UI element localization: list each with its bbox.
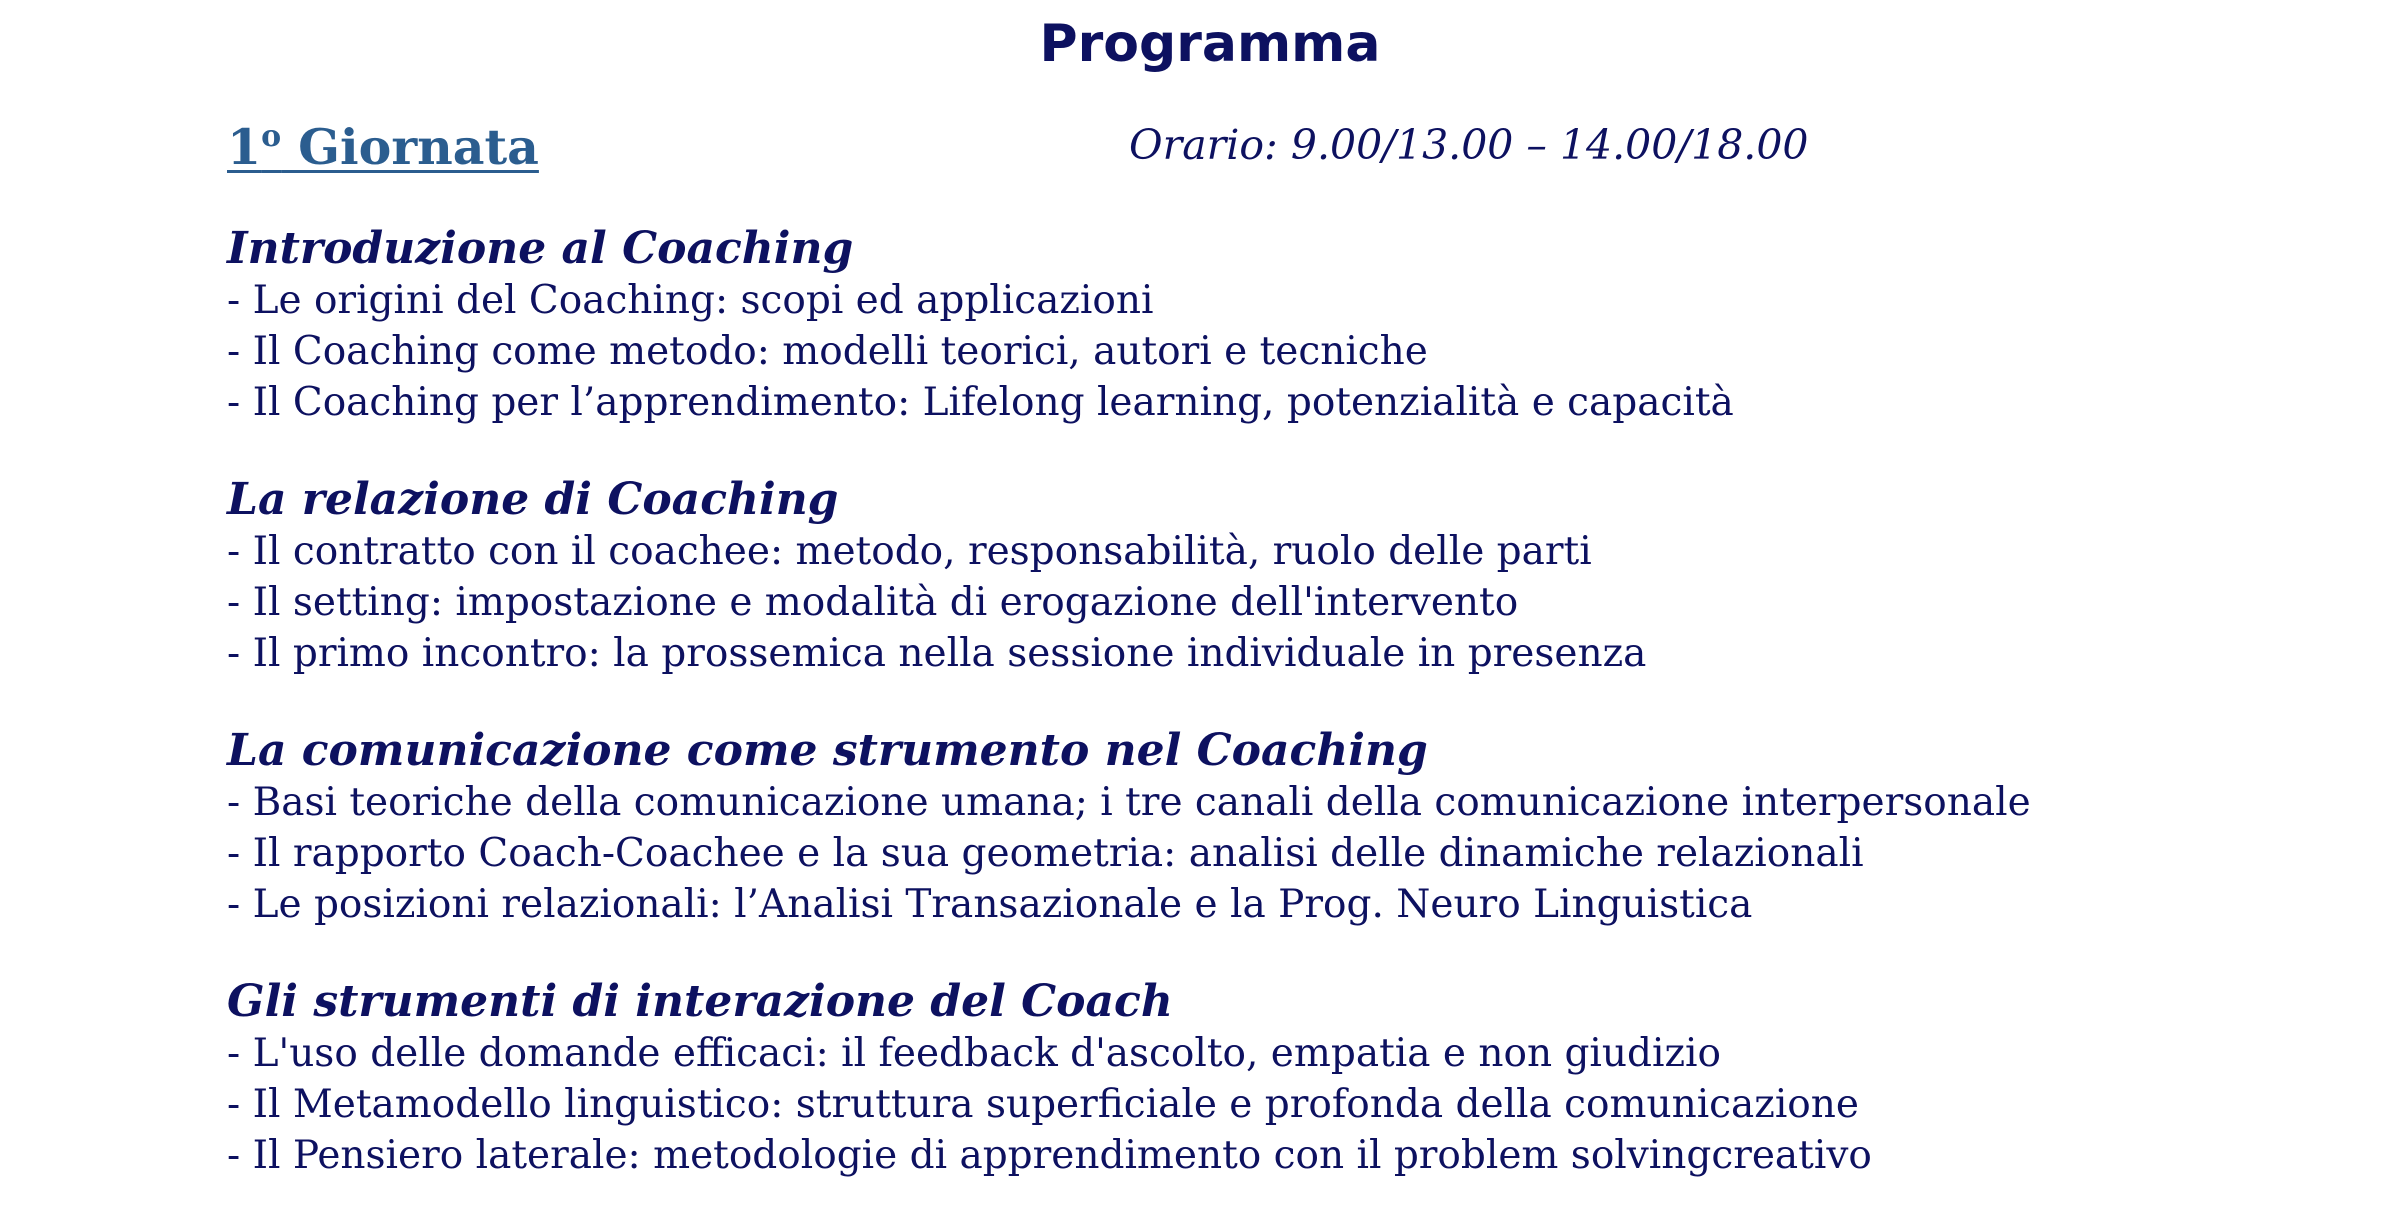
- list-item: - Il Pensiero laterale: metodologie di apprendimento con il problem solvingcreativo: [227, 1133, 1872, 1178]
- list-item: - Il primo incontro: la prossemica nella sessione individuale in presenza: [227, 631, 1647, 676]
- section-comunicazione: [227, 725, 2377, 930]
- list-item: - Il Coaching per l’apprendimento: Lifelong learning, potenzialità e capacità: [227, 380, 1734, 425]
- section-title: La relazione di Coaching: [227, 474, 839, 525]
- section-title: Introduzione al Coaching: [227, 223, 854, 274]
- day-label: [227, 118, 539, 176]
- day-header: [227, 118, 2327, 188]
- day-ordinal-sup: o: [261, 119, 282, 154]
- day-number: 1: [227, 118, 262, 176]
- list-item: - Il Coaching come metodo: modelli teorici, autori e tecniche: [227, 329, 1428, 374]
- list-item: - Il Metamodello linguistico: struttura superficiale e profonda della comunicazione: [227, 1082, 1859, 1127]
- day-text: Giornata: [281, 118, 539, 176]
- program-sections: [227, 223, 2377, 1227]
- section-relazione: [227, 474, 2377, 679]
- section-title: Gli strumenti di interazione del Coach: [227, 976, 1173, 1027]
- section-title: La comunicazione come strumento nel Coaching: [227, 725, 1428, 776]
- list-item: - Le posizioni relazionali: l’Analisi Transazionale e la Prog. Neuro Linguistica: [227, 882, 1753, 927]
- list-item: - Basi teoriche della comunicazione umana; i tre canali della comunicazione interpersonale: [227, 780, 2031, 825]
- schedule-hours: Orario: 9.00/13.00 – 14.00/18.00: [1129, 121, 1809, 169]
- section-introduzione: [227, 223, 2377, 428]
- page-title: Programma: [1039, 14, 1381, 74]
- list-item: - Il setting: impostazione e modalità di erogazione dell'intervento: [227, 580, 1519, 625]
- list-item: - Il contratto con il coachee: metodo, responsabilità, ruolo delle parti: [227, 529, 1592, 574]
- list-item: - Il rapporto Coach-Coachee e la sua geometria: analisi delle dinamiche relazionali: [227, 831, 1864, 876]
- list-item: - Le origini del Coaching: scopi ed applicazioni: [227, 278, 1154, 323]
- list-item: - L'uso delle domande efficaci: il feedback d'ascolto, empatia e non giudizio: [227, 1031, 1721, 1076]
- section-strumenti: [227, 976, 2377, 1181]
